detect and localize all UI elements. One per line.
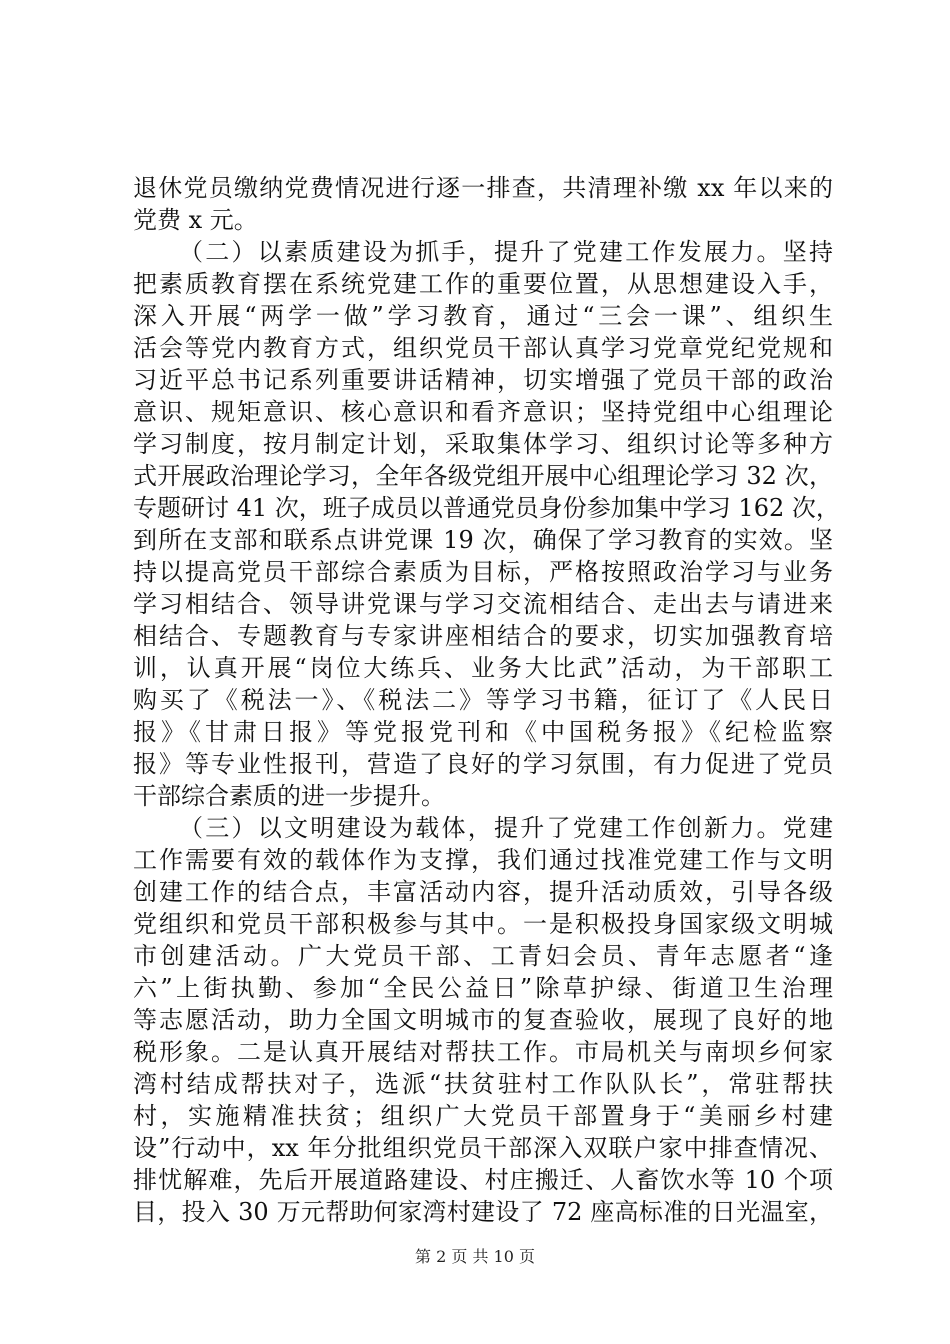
text-line: 训，认真开展“岗位大练兵、业务大比武”活动，为干部职工 — [133, 654, 833, 682]
text-line: 设”行动中，xx 年分批组织党员干部深入双联户家中排查情况、 — [133, 1134, 833, 1162]
text-line: 村，实施精准扶贫；组织广大党员干部置身于“美丽乡村建 — [133, 1102, 833, 1130]
text-line: （二）以素质建设为抓手，提升了党建工作发展力。坚持 — [179, 238, 833, 266]
text-line: 深入开展“两学一做”学习教育，通过“三会一课”、组织生 — [133, 302, 833, 330]
text-line: 把素质教育摆在系统党建工作的重要位置，从思想建设入手， — [133, 270, 833, 298]
text-line: 党费 x 元。 — [133, 206, 258, 234]
text-line: 持以提高党员干部综合素质为目标，严格按照政治学习与业务 — [133, 558, 833, 586]
text-line: 学习制度，按月制定计划，采取集体学习、组织讨论等多种方 — [133, 430, 833, 458]
text-line: 购买了《税法一》、《税法二》等学习书籍，征订了《人民日 — [133, 686, 833, 714]
text-line: 活会等党内教育方式，组织党员干部认真学习党章党纪党规和 — [133, 334, 833, 362]
text-line: （三）以文明建设为载体，提升了党建工作创新力。党建 — [179, 814, 833, 842]
text-line: 式开展政治理论学习，全年各级党组开展中心组理论学习 32 次， — [133, 462, 833, 490]
text-line: 干部综合素质的进一步提升。 — [133, 782, 445, 810]
text-line: 创建工作的结合点，丰富活动内容，提升活动质效，引导各级 — [133, 878, 833, 906]
text-line: 习近平总书记系列重要讲话精神，切实增强了党员干部的政治 — [133, 366, 833, 394]
text-line: 党组织和党员干部积极参与其中。一是积极投身国家级文明城 — [133, 910, 833, 938]
text-line: 排忧解难，先后开展道路建设、村庄搬迁、人畜饮水等 10 个项 — [133, 1166, 833, 1194]
text-line: 报》《甘肃日报》等党报党刊和《中国税务报》《纪检监察 — [133, 718, 833, 746]
text-line: 工作需要有效的载体作为支撑，我们通过找准党建工作与文明 — [133, 846, 833, 874]
text-line: 等志愿活动，助力全国文明城市的复查验收，展现了良好的地 — [133, 1006, 833, 1034]
text-line: 到所在支部和联系点讲党课 19 次，确保了学习教育的实效。坚 — [133, 526, 833, 554]
text-line: 学习相结合、领导讲党课与学习交流相结合、走出去与请进来 — [133, 590, 833, 618]
text-line: 意识、规矩意识、核心意识和看齐意识；坚持党组中心组理论 — [133, 398, 833, 426]
text-line: 目，投入 30 万元帮助何家湾村建设了 72 座高标准的日光温室， — [133, 1198, 833, 1226]
text-line: 市创建活动。广大党员干部、工青妇会员、青年志愿者“逢 — [133, 942, 833, 970]
text-line: 税形象。二是认真开展结对帮扶工作。市局机关与南坝乡何家 — [133, 1038, 833, 1066]
text-line: 报》等专业性报刊，营造了良好的学习氛围，有力促进了党员 — [133, 750, 833, 778]
text-line: 相结合、专题教育与专家讲座相结合的要求，切实加强教育培 — [133, 622, 833, 650]
text-line: 专题研讨 41 次，班子成员以普通党员身份参加集中学习 162 次， — [133, 494, 840, 522]
page-footer: 第 2 页 共 10 页 — [415, 1247, 535, 1266]
text-line: 退休党员缴纳党费情况进行逐一排查，共清理补缴 xx 年以来的 — [133, 174, 833, 202]
document-body — [133, 172, 840, 1228]
text-line: 六”上街执勤、参加“全民公益日”除草护绿、街道卫生治理 — [133, 974, 833, 1002]
text-line: 湾村结成帮扶对子，选派“扶贫驻村工作队队长”，常驻帮扶 — [133, 1070, 833, 1098]
